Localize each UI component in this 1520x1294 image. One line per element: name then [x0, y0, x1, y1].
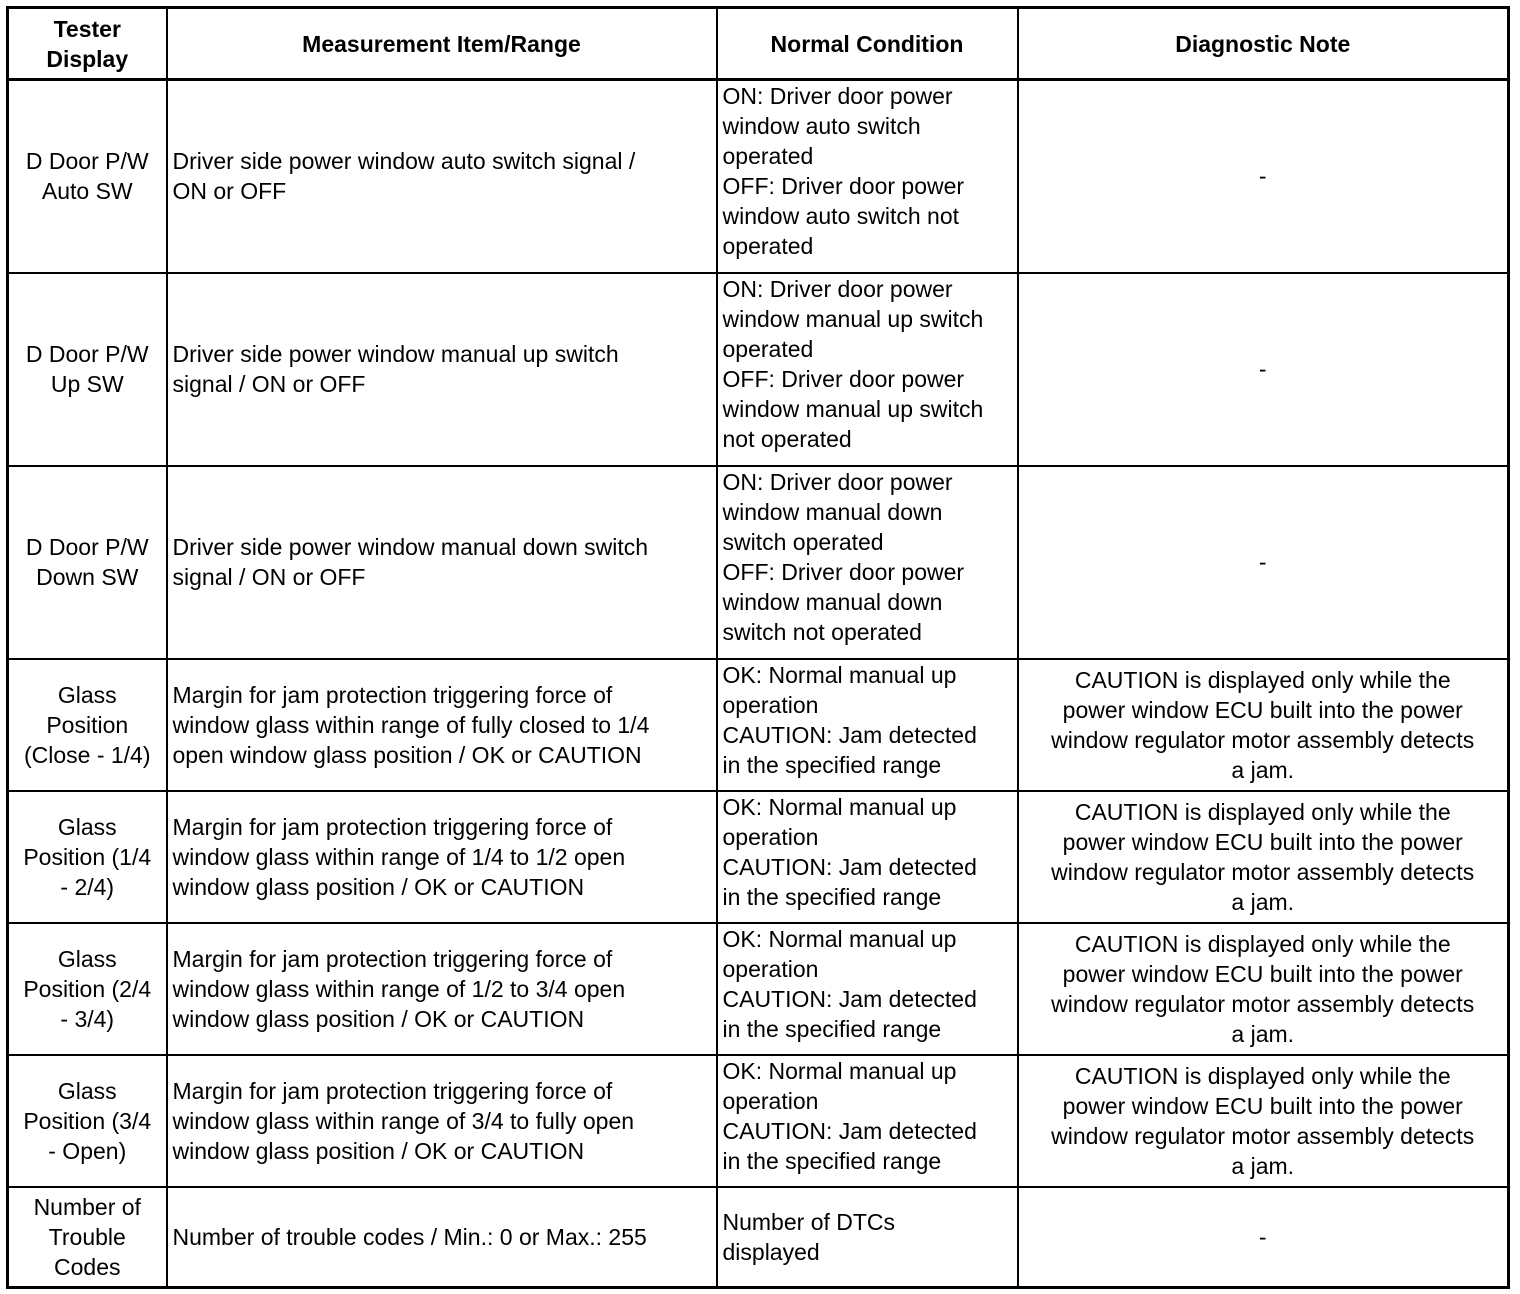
normal-on-text: OK: Normal manual up operation — [722, 661, 957, 718]
table-row — [8, 1187, 1509, 1288]
normal-on-text: OK: Normal manual up operation — [722, 793, 957, 850]
normal-on-text: ON: Driver door power window manual down switch operated — [722, 468, 953, 555]
normal-off-text: OFF: Driver door power window auto switch not operated — [722, 173, 965, 259]
table-row — [8, 659, 1509, 791]
measurement-cell: Margin for jam protection triggering force of window glass within range of 3/4 to fully open window glass position / OK or CAUTION — [167, 1055, 717, 1187]
header-row — [8, 8, 1509, 80]
tester-display-cell: D Door P/W Up SW — [8, 273, 167, 466]
tester-display-cell: Glass Position (2/4 - 3/4) — [8, 923, 167, 1055]
diagnostic-note-cell: CAUTION is displayed only while the power window ECU built into the power window regulator motor assembly detects a jam. — [1018, 923, 1509, 1055]
measurement-cell: Number of trouble codes / Min.: 0 or Max.: 255 — [167, 1187, 717, 1288]
normal-off-text: CAUTION: Jam detected in the specified range — [722, 985, 977, 1042]
diagnostic-note-cell: - — [1018, 466, 1509, 659]
tester-display-cell: Number of Trouble Codes — [8, 1187, 167, 1288]
normal-condition-cell — [717, 80, 1018, 273]
measurement-cell: Driver side power window manual down switch signal / ON or OFF — [167, 466, 717, 659]
tester-display-cell: Glass Position (3/4 - Open) — [8, 1055, 167, 1187]
diagnostic-note-cell: - — [1018, 80, 1509, 273]
header-normal-condition: Normal Condition — [717, 8, 1018, 80]
table-row — [8, 923, 1509, 1055]
tester-display-cell: D Door P/W Down SW — [8, 466, 167, 659]
measurement-cell: Margin for jam protection triggering force of window glass within range of 1/2 to 3/4 open window glass position / OK or CAUTION — [167, 923, 717, 1055]
table-row — [8, 1055, 1509, 1187]
normal-off-text: CAUTION: Jam detected in the specified range — [722, 1117, 977, 1174]
normal-on-text: ON: Driver door power window manual up switch operated — [722, 275, 984, 362]
tester-display-cell: Glass Position (Close - 1/4) — [8, 659, 167, 791]
normal-off-text: OFF: Driver door power window manual down switch not operated — [722, 558, 965, 645]
normal-condition-cell — [717, 659, 1018, 791]
header-diagnostic-note: Diagnostic Note — [1018, 8, 1509, 80]
normal-on-text: ON: Driver door power window auto switch operated — [722, 83, 953, 169]
diagnostic-note-cell: - — [1018, 1187, 1509, 1288]
normal-off-text: CAUTION: Jam detected in the specified range — [722, 721, 977, 778]
normal-on-text: OK: Normal manual up operation — [722, 925, 957, 982]
normal-condition-cell — [717, 923, 1018, 1055]
normal-condition-cell — [717, 273, 1018, 466]
diagnostic-note-cell: CAUTION is displayed only while the power window ECU built into the power window regulator motor assembly detects a jam. — [1018, 659, 1509, 791]
table-row — [8, 791, 1509, 923]
header-tester-display: Tester Display — [8, 8, 167, 80]
tester-display-cell: Glass Position (1/4 - 2/4) — [8, 791, 167, 923]
diagnostic-note-cell: CAUTION is displayed only while the power window ECU built into the power window regulator motor assembly detects a jam. — [1018, 791, 1509, 923]
diagnostic-note-cell: CAUTION is displayed only while the power window ECU built into the power window regulator motor assembly detects a jam. — [1018, 1055, 1509, 1187]
table-row — [8, 273, 1509, 466]
normal-off-text: OFF: Driver door power window manual up switch not operated — [722, 365, 984, 452]
normal-on-text: Number of DTCs displayed — [722, 1208, 896, 1265]
normal-condition-cell — [717, 466, 1018, 659]
data-list-table — [6, 6, 1510, 1289]
table-row — [8, 80, 1509, 273]
normal-condition-cell — [717, 1055, 1018, 1187]
measurement-cell: Driver side power window manual up switch signal / ON or OFF — [167, 273, 717, 466]
measurement-cell: Margin for jam protection triggering force of window glass within range of fully closed to 1/4 open window glass position / OK or CAUTION — [167, 659, 717, 791]
diagnostic-note-cell: - — [1018, 273, 1509, 466]
normal-condition-cell — [717, 791, 1018, 923]
tester-display-cell: D Door P/W Auto SW — [8, 80, 167, 273]
header-measurement: Measurement Item/Range — [167, 8, 717, 80]
measurement-cell: Margin for jam protection triggering force of window glass within range of 1/4 to 1/2 open window glass position / OK or CAUTION — [167, 791, 717, 923]
table-row — [8, 466, 1509, 659]
normal-off-text: CAUTION: Jam detected in the specified range — [722, 853, 977, 910]
measurement-cell: Driver side power window auto switch signal / ON or OFF — [167, 80, 717, 273]
normal-condition-cell — [717, 1187, 1018, 1288]
normal-on-text: OK: Normal manual up operation — [722, 1057, 957, 1114]
